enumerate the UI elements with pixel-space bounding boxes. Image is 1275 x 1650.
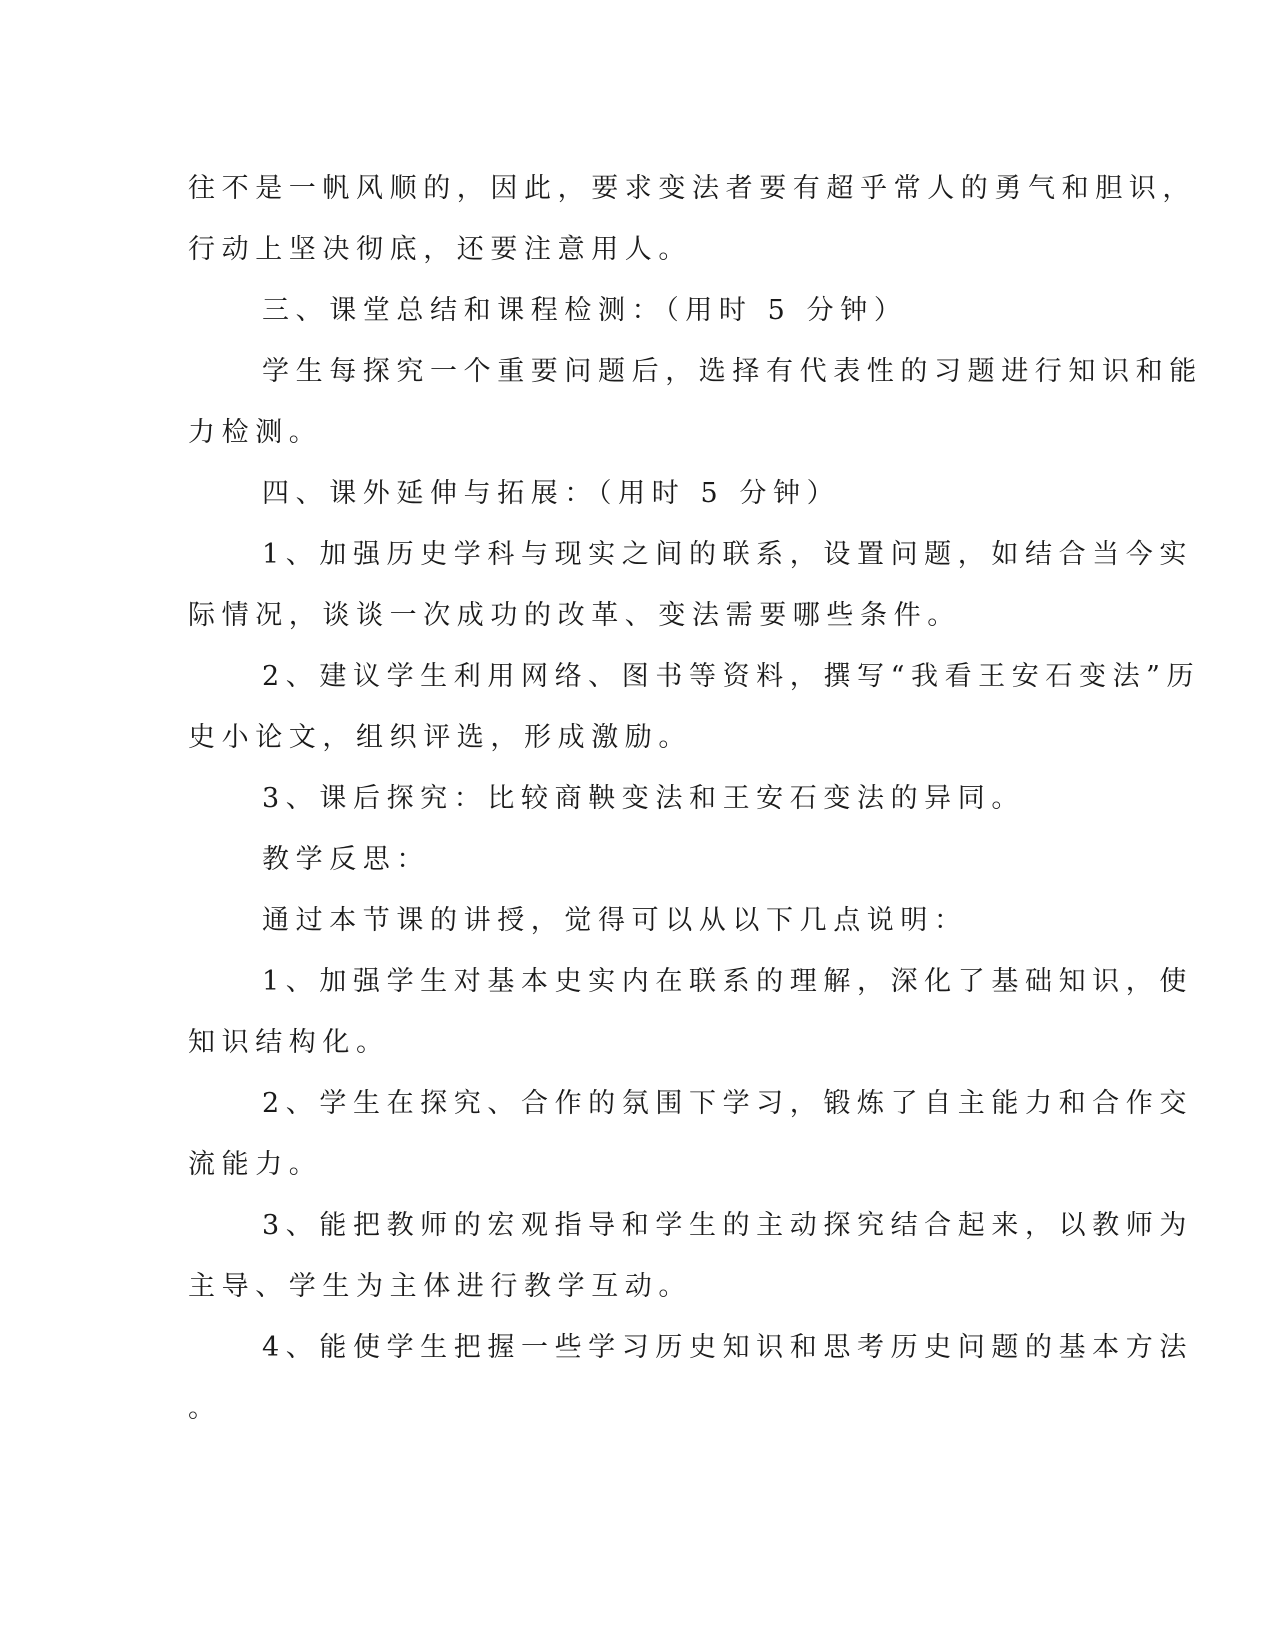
document-body bbox=[188, 158, 1203, 1439]
text-line: 。 bbox=[188, 1393, 222, 1424]
text-line: 通过本节课的讲授，觉得可以从以下几点说明： bbox=[262, 905, 968, 936]
list-item: 1、加强历史学科与现实之间的联系，设置问题，如结合当今实 bbox=[262, 539, 1193, 570]
text-line: 史小论文，组织评选，形成激励。 bbox=[188, 722, 692, 753]
text-line: 往不是一帆风顺的，因此，要求变法者要有超乎常人的勇气和胆识， bbox=[188, 173, 1196, 204]
list-item: 2、建议学生利用网络、图书等资料，撰写“我看王安石变法”历 bbox=[262, 661, 1201, 692]
text-line: 学生每探究一个重要问题后，选择有代表性的习题进行知识和能 bbox=[262, 356, 1203, 387]
text-line: 主导、学生为主体进行教学互动。 bbox=[188, 1271, 692, 1302]
section-heading: 四、课外延伸与拓展：（用时 5 分钟） bbox=[262, 478, 841, 509]
text-line: 知识结构化。 bbox=[188, 1027, 390, 1058]
text-line: 力检测。 bbox=[188, 417, 323, 448]
list-item: 3、课后探究：比较商鞅变法和王安石变法的异同。 bbox=[262, 783, 1025, 814]
list-item: 2、学生在探究、合作的氛围下学习，锻炼了自主能力和合作交 bbox=[262, 1088, 1193, 1119]
list-item: 4、能使学生把握一些学习历史知识和思考历史问题的基本方法 bbox=[262, 1332, 1193, 1363]
list-item: 3、能把教师的宏观指导和学生的主动探究结合起来，以教师为 bbox=[262, 1210, 1193, 1241]
list-item: 1、加强学生对基本史实内在联系的理解，深化了基础知识，使 bbox=[262, 966, 1193, 997]
section-heading: 教学反思： bbox=[262, 844, 430, 875]
text-line: 行动上坚决彻底，还要注意用人。 bbox=[188, 234, 692, 265]
section-heading: 三、课堂总结和课程检测：（用时 5 分钟） bbox=[262, 295, 908, 326]
text-line: 际情况，谈谈一次成功的改革、变法需要哪些条件。 bbox=[188, 600, 961, 631]
text-line: 流能力。 bbox=[188, 1149, 323, 1180]
